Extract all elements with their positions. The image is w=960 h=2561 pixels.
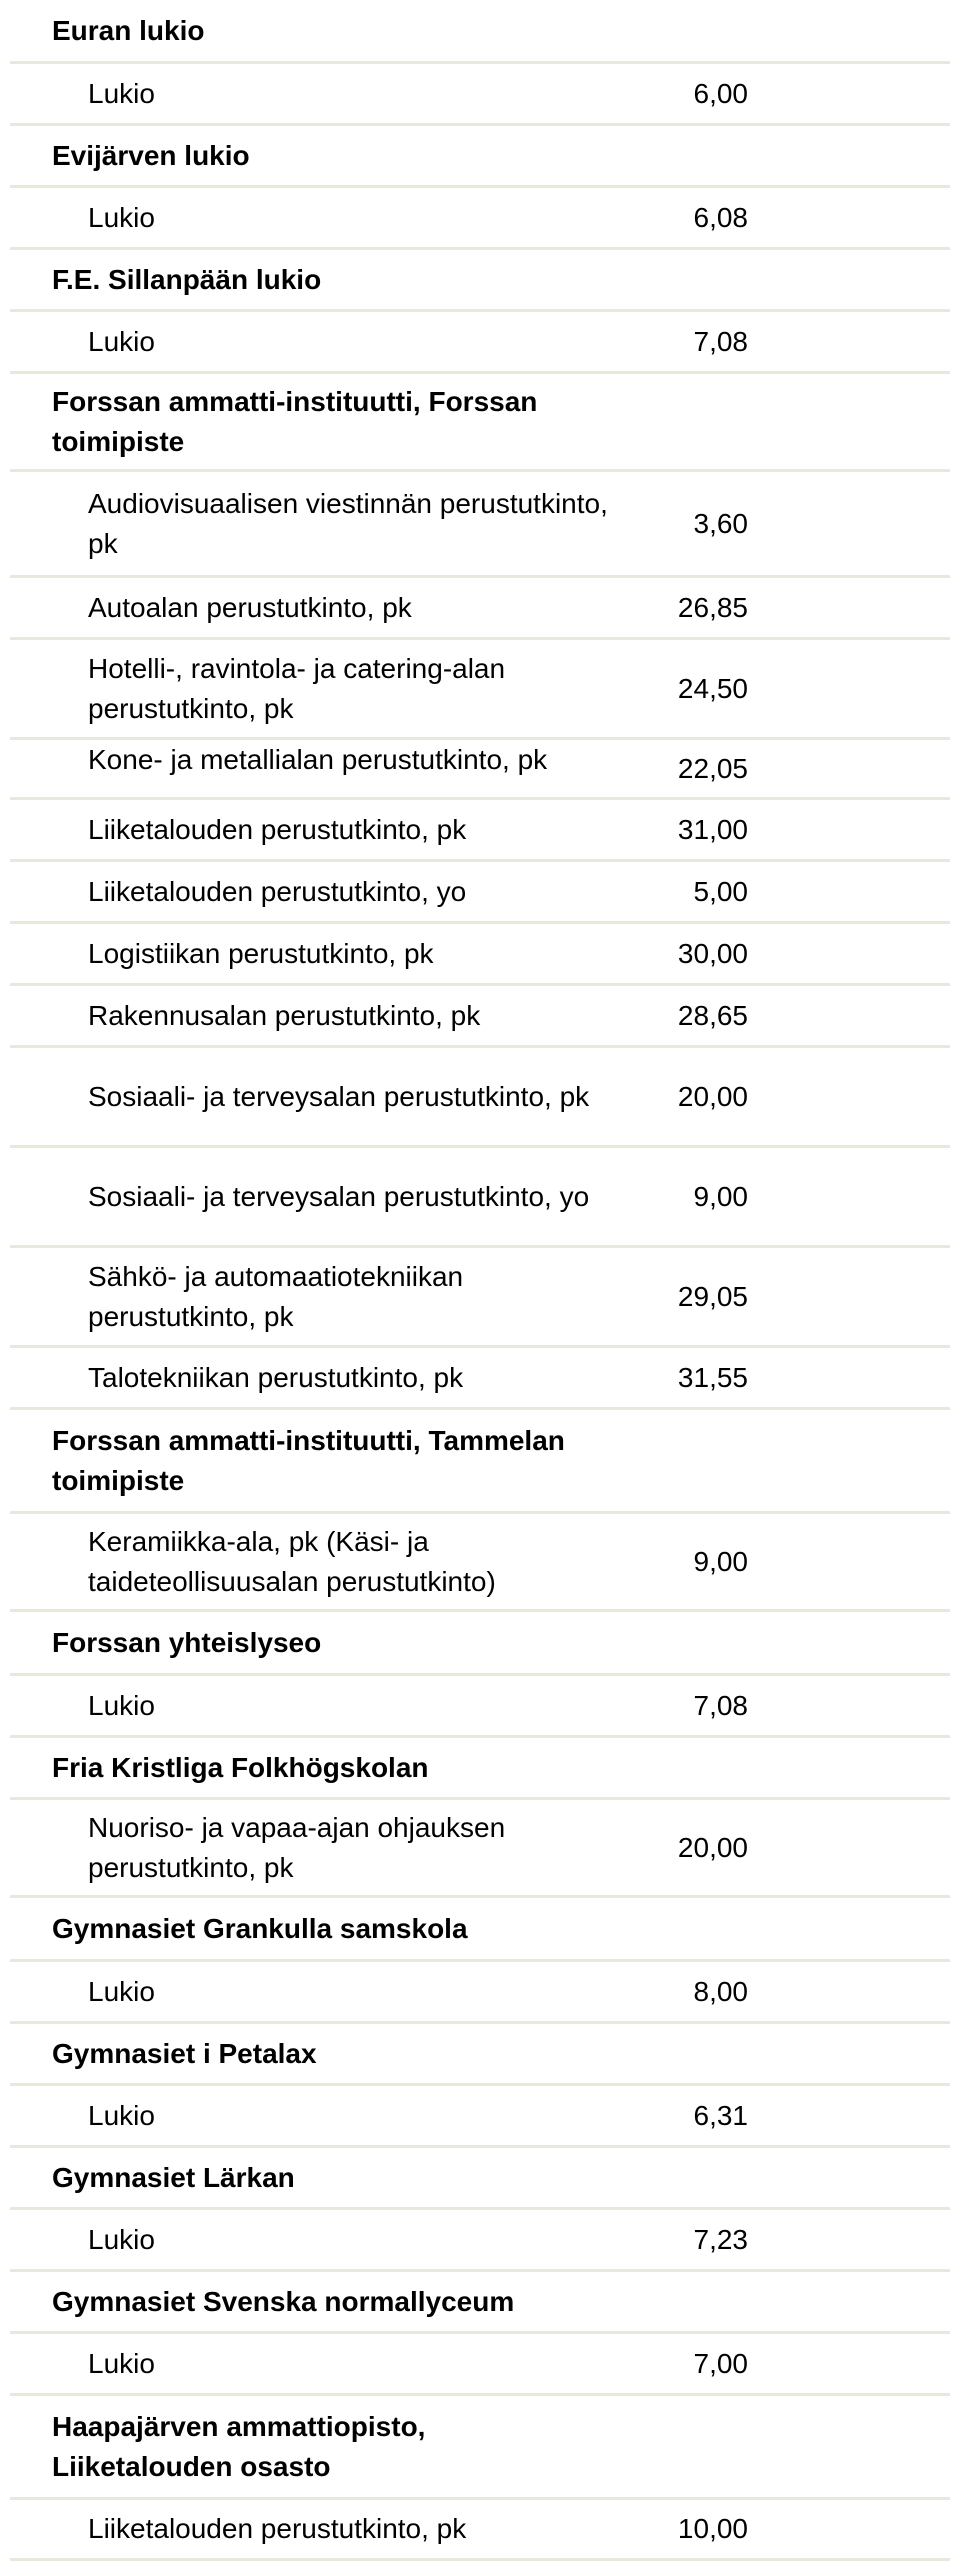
program-score: 7,08 bbox=[693, 1689, 748, 1721]
program-name: Lukio bbox=[88, 2347, 155, 2379]
program-score: 3,60 bbox=[693, 507, 748, 539]
program-score: 20,00 bbox=[677, 1831, 748, 1863]
school-name: Fria Kristliga Folkhögskolan bbox=[52, 1751, 429, 1783]
program-row bbox=[10, 640, 950, 740]
program-row bbox=[10, 1676, 950, 1738]
program-row bbox=[10, 472, 950, 578]
school-heading-row bbox=[10, 1410, 950, 1514]
school-name: Gymnasiet Grankulla samskola bbox=[52, 1912, 468, 1944]
program-row bbox=[10, 1962, 950, 2024]
program-row bbox=[10, 1514, 950, 1612]
program-score: 10,00 bbox=[677, 2513, 748, 2544]
program-row bbox=[10, 64, 950, 126]
school-heading-row bbox=[10, 2396, 950, 2500]
school-name: Forssan ammatti-instituutti, Tammelan toimipiste bbox=[52, 1424, 565, 1496]
program-score: 20,00 bbox=[677, 1080, 748, 1112]
program-name: Rakennusalan perustutkinto, pk bbox=[88, 999, 481, 1031]
school-name: Forssan ammatti-instituutti, Forssan toimipiste bbox=[52, 385, 538, 457]
program-name: Sosiaali- ja terveysalan perustutkinto, yo bbox=[88, 1180, 590, 1212]
program-row bbox=[10, 2334, 950, 2396]
program-score: 31,00 bbox=[677, 813, 748, 845]
school-heading-row bbox=[10, 1612, 950, 1676]
program-name: Lukio bbox=[88, 325, 155, 357]
program-name: Sähkö- ja automaatiotekniikan perustutkinto, pk bbox=[88, 1260, 464, 1332]
program-score: 30,00 bbox=[677, 937, 748, 969]
program-row bbox=[10, 800, 950, 862]
school-heading-row bbox=[10, 2272, 950, 2334]
school-heading-row bbox=[10, 1898, 950, 1962]
program-score: 22,05 bbox=[677, 752, 748, 784]
school-name: Gymnasiet Svenska normallyceum bbox=[52, 2285, 515, 2317]
program-row bbox=[10, 740, 950, 800]
program-name: Lukio bbox=[88, 201, 155, 233]
program-row bbox=[10, 986, 950, 1048]
program-name: Lukio bbox=[88, 2223, 155, 2255]
school-name: Haapajärven ammattiopisto, Liiketalouden osasto bbox=[52, 2410, 426, 2482]
program-score: 7,00 bbox=[693, 2347, 748, 2379]
program-row bbox=[10, 578, 950, 640]
school-heading-row bbox=[10, 374, 950, 472]
program-name: Talotekniikan perustutkinto, pk bbox=[88, 1361, 464, 1393]
program-name: Lukio bbox=[88, 2099, 155, 2131]
school-name: Gymnasiet Lärkan bbox=[52, 2161, 295, 2193]
program-name: Lukio bbox=[88, 1689, 155, 1721]
program-row bbox=[10, 2500, 950, 2561]
school-heading-row bbox=[10, 0, 950, 64]
program-name: Liiketalouden perustutkinto, pk bbox=[88, 813, 467, 845]
program-row bbox=[10, 924, 950, 986]
program-score: 7,23 bbox=[693, 2223, 748, 2255]
school-name: Evijärven lukio bbox=[52, 139, 250, 171]
program-score: 6,08 bbox=[693, 201, 748, 233]
program-score: 26,85 bbox=[677, 591, 748, 623]
program-row bbox=[10, 1348, 950, 1410]
program-score: 5,00 bbox=[693, 875, 748, 907]
program-name: Logistiikan perustutkinto, pk bbox=[88, 937, 434, 969]
program-score: 24,50 bbox=[677, 672, 748, 704]
program-row bbox=[10, 188, 950, 250]
program-name: Lukio bbox=[88, 1975, 155, 2007]
school-name: Gymnasiet i Petalax bbox=[52, 2037, 317, 2069]
program-score: 29,05 bbox=[677, 1280, 748, 1312]
program-name: Hotelli-, ravintola- ja catering-alan perustutkinto, pk bbox=[88, 652, 506, 724]
program-name: Lukio bbox=[88, 77, 155, 109]
program-score: 6,00 bbox=[693, 77, 748, 109]
school-name: Forssan yhteislyseo bbox=[52, 1626, 322, 1658]
program-name: Autoalan perustutkinto, pk bbox=[88, 591, 412, 623]
school-heading-row bbox=[10, 2024, 950, 2086]
program-name: Audiovisuaalisen viestinnän perustutkinto, pk bbox=[88, 487, 608, 559]
school-heading-row bbox=[10, 250, 950, 312]
program-name: Sosiaali- ja terveysalan perustutkinto, pk bbox=[88, 1080, 590, 1112]
program-row bbox=[10, 2210, 950, 2272]
program-name: Keramiikka-ala, pk (Käsi- ja taideteollisuusalan perustutkinto) bbox=[88, 1525, 496, 1597]
program-score: 7,08 bbox=[693, 325, 748, 357]
program-row bbox=[10, 1148, 950, 1248]
program-row bbox=[10, 862, 950, 924]
program-name: Nuoriso- ja vapaa-ajan ohjauksen perustutkinto, pk bbox=[88, 1811, 506, 1883]
program-name: Kone- ja metallialan perustutkinto, pk bbox=[88, 744, 548, 775]
program-score: 28,65 bbox=[677, 999, 748, 1031]
program-name: Liiketalouden perustutkinto, yo bbox=[88, 875, 467, 907]
program-score: 9,00 bbox=[693, 1180, 748, 1212]
program-row bbox=[10, 1248, 950, 1348]
school-heading-row bbox=[10, 2148, 950, 2210]
school-name: F.E. Sillanpään lukio bbox=[52, 263, 322, 295]
school-heading-row bbox=[10, 1738, 950, 1800]
program-score: 9,00 bbox=[693, 1545, 748, 1577]
school-name: Euran lukio bbox=[52, 14, 205, 46]
program-row bbox=[10, 1048, 950, 1148]
program-score: 6,31 bbox=[693, 2099, 748, 2131]
program-score: 31,55 bbox=[677, 1361, 748, 1393]
program-name: Liiketalouden perustutkinto, pk bbox=[88, 2513, 467, 2544]
program-row bbox=[10, 1800, 950, 1898]
program-row bbox=[10, 2086, 950, 2148]
school-heading-row bbox=[10, 126, 950, 188]
program-score: 8,00 bbox=[693, 1975, 748, 2007]
program-row bbox=[10, 312, 950, 374]
